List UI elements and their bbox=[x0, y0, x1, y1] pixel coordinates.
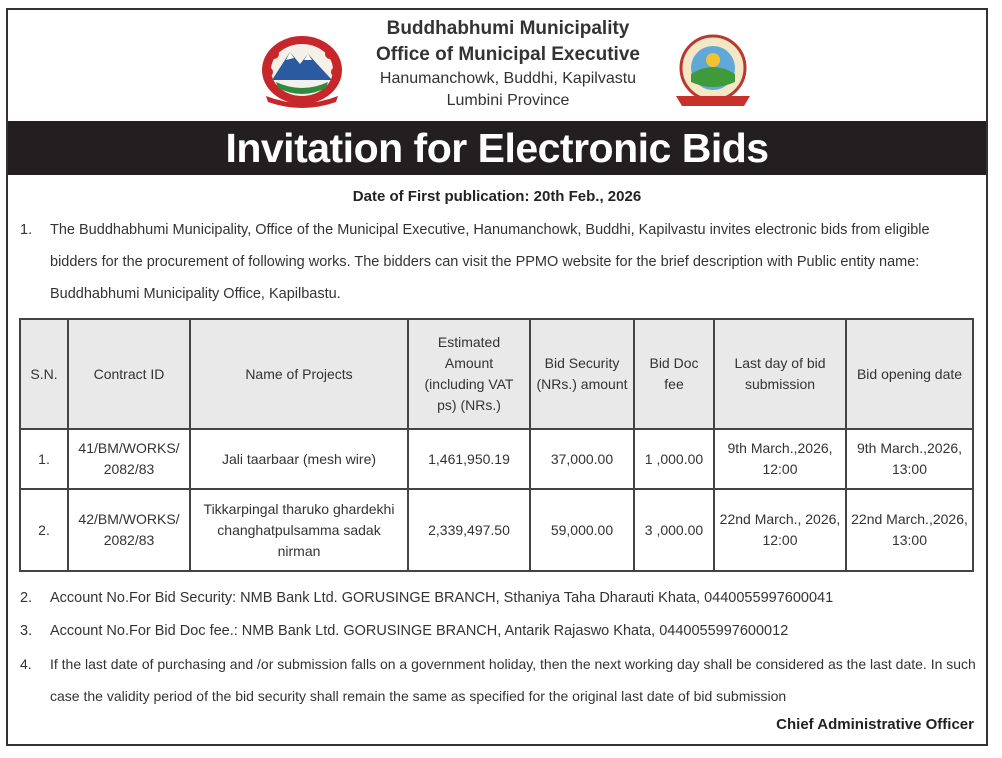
column-header-bid-security: Bid Security (NRs.) amount bbox=[530, 319, 634, 429]
notice-header bbox=[8, 10, 986, 118]
signatory-title: Chief Administrative Officer bbox=[776, 716, 974, 733]
cell-estimated-amount: 2,339,497.50 bbox=[408, 489, 530, 571]
notice-item bbox=[20, 582, 980, 614]
cell-estimated-amount: 1,461,950.19 bbox=[408, 429, 530, 489]
cell-contract-id: 42/BM/WORKS/ 2082/83 bbox=[68, 489, 190, 571]
cell-bid-opening-date: 22nd March.,2026, 13:00 bbox=[846, 489, 973, 571]
item-text: Account No.For Bid Doc fee.: NMB Bank Ltd. GORUSINGE BRANCH, Antarik Rajaswo Khata, 0440055997600012 bbox=[50, 623, 789, 639]
municipality-logo-icon bbox=[668, 30, 758, 112]
organization-name: Buddhabhumi Municipality bbox=[386, 18, 630, 39]
cell-bid-security: 59,000.00 bbox=[530, 489, 634, 571]
item-number: 4. bbox=[20, 656, 32, 672]
item-number: 3. bbox=[20, 623, 33, 639]
notice-title-banner: Invitation for Electronic Bids bbox=[8, 121, 986, 175]
item-number: 2. bbox=[20, 590, 33, 606]
province-name: Lumbini Province bbox=[446, 92, 570, 109]
cell-project-name: Tikkarpingal tharuko ghardekhi changhatpulsamma sadak nirman bbox=[190, 489, 408, 571]
office-address: Hanumanchowk, Buddhi, Kapilvastu bbox=[379, 70, 637, 87]
notice-item bbox=[20, 648, 980, 712]
bid-notice bbox=[6, 8, 988, 746]
column-header-last-submission-day: Last day of bid submission bbox=[714, 319, 846, 429]
cell-last-submission-day: 22nd March., 2026, 12:00 bbox=[714, 489, 846, 571]
column-header-contract-id: Contract ID bbox=[68, 319, 190, 429]
office-name: Office of Municipal Executive bbox=[376, 44, 640, 65]
nepal-government-emblem-icon bbox=[256, 30, 348, 108]
notice-item bbox=[20, 214, 980, 310]
column-header-sn: S.N. bbox=[20, 319, 68, 429]
cell-sn: 1. bbox=[20, 429, 68, 489]
bids-table bbox=[19, 318, 974, 572]
column-header-project-name: Name of Projects bbox=[190, 319, 408, 429]
cell-contract-id: 41/BM/WORKS/ 2082/83 bbox=[68, 429, 190, 489]
cell-project-name: Jali taarbaar (mesh wire) bbox=[190, 429, 408, 489]
item-number: 1. bbox=[20, 222, 33, 238]
item-text: If the last date of purchasing and /or submission falls on a government holiday, then the next working day shall be considered as the last date. In such case the validity period of the bid security shall remain the same as specified for the original last date of bid submission bbox=[50, 656, 976, 704]
column-header-bid-opening-date: Bid opening date bbox=[846, 319, 973, 429]
header-text bbox=[348, 16, 668, 112]
table-row bbox=[20, 489, 973, 571]
item-text: Account No.For Bid Security: NMB Bank Ltd. GORUSINGE BRANCH, Sthaniya Taha Dharauti Khata, 0440055997600041 bbox=[50, 590, 834, 606]
cell-bid-opening-date: 9th March.,2026, 13:00 bbox=[846, 429, 973, 489]
cell-bid-security: 37,000.00 bbox=[530, 429, 634, 489]
table-header-row bbox=[20, 319, 973, 429]
publication-date: Date of First publication: 20th Feb., 2026 bbox=[352, 188, 642, 205]
cell-bid-doc-fee: 3 ,000.00 bbox=[634, 489, 714, 571]
cell-bid-doc-fee: 1 ,000.00 bbox=[634, 429, 714, 489]
cell-last-submission-day: 9th March.,2026, 12:00 bbox=[714, 429, 846, 489]
item-text: The Buddhabhumi Municipality, Office of the Municipal Executive, Hanumanchowk, Buddhi, Kapilvastu invites electronic bids from eligible bidders for the procurement of following works. The bidders can visit the PPMO website for the brief description with Public entity name: Buddhabhumi Municipality Office, Kapilbastu. bbox=[50, 222, 930, 302]
column-header-estimated-amount: Estimated Amount (including VAT ps) (NRs.) bbox=[408, 319, 530, 429]
column-header-bid-doc-fee: Bid Doc fee bbox=[634, 319, 714, 429]
notice-item bbox=[20, 615, 980, 647]
cell-sn: 2. bbox=[20, 489, 68, 571]
table-row bbox=[20, 429, 973, 489]
